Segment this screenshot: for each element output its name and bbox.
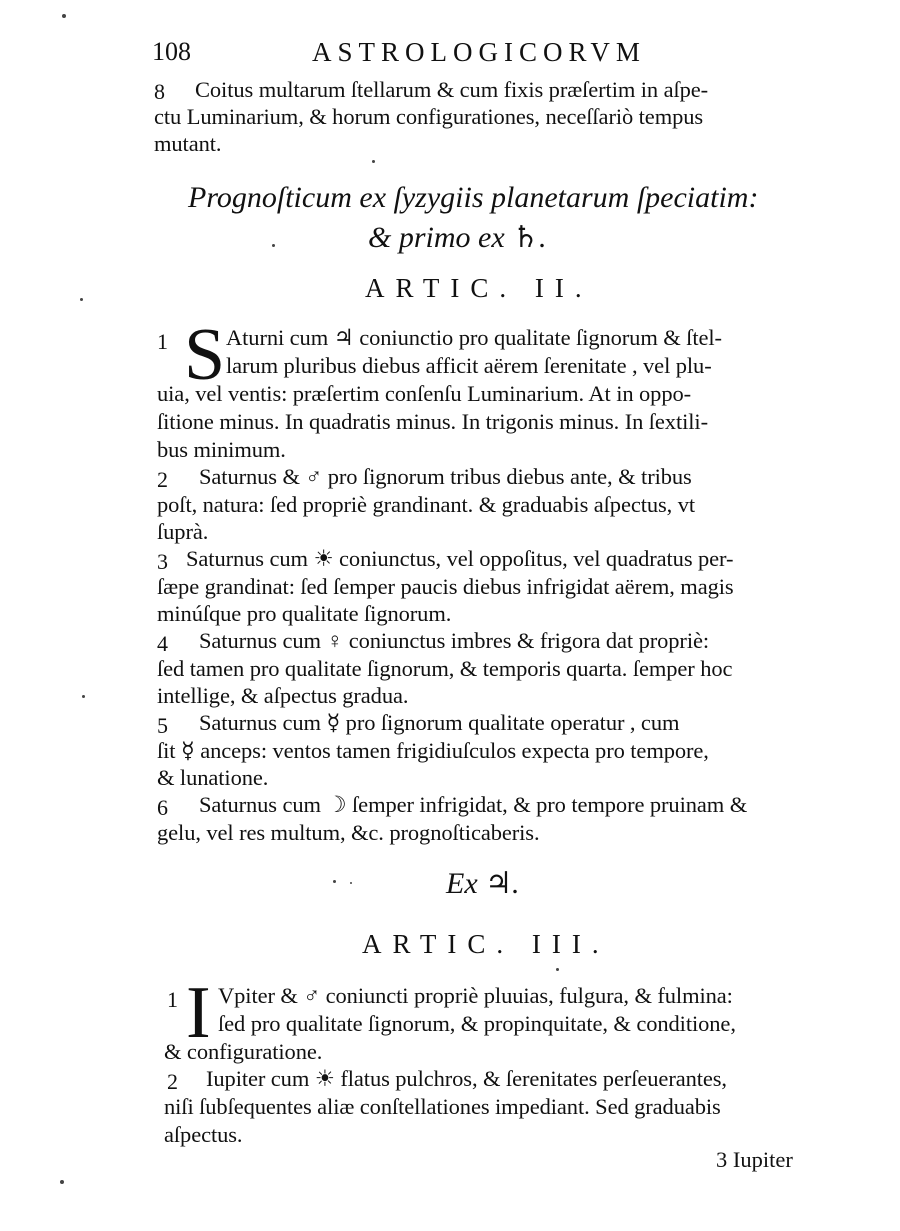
section-heading-line-2: & primo ex ♄. xyxy=(368,221,547,254)
text-line: niſi ſubſequentes aliæ conſtellationes impediant. Sed graduabis xyxy=(164,1094,721,1119)
text-line: poſt, natura: ſed propriè grandinant. & graduabis aſpectus, vt xyxy=(157,492,696,517)
text-line: intellige, & aſpectus gradua. xyxy=(157,683,409,708)
item-number: 3 xyxy=(157,549,168,574)
drop-cap: S xyxy=(184,314,226,396)
text-line: Saturnus cum ☀ coniunctus, vel oppoſitus, vel quadratus per- xyxy=(186,546,734,571)
text-line: Saturnus & ♂ pro ſignorum tribus diebus ante, & tribus xyxy=(199,464,692,489)
text-line: & configuratione. xyxy=(164,1039,323,1064)
text-line: minúſque pro qualitate ſignorum. xyxy=(157,601,452,626)
item-number: 2 xyxy=(167,1069,178,1094)
running-title: ASTROLOGICORVM xyxy=(312,37,646,67)
text-line: uia, vel ventis: præſertim conſenſu Luminarium. At in oppo- xyxy=(157,381,692,406)
section-heading-line-1: Prognoſticum ex ſyzygiis planetarum ſpeciatim: xyxy=(188,181,759,214)
article-heading: ARTIC. II. xyxy=(365,273,593,303)
text-line: mutant. xyxy=(154,131,222,156)
text-line: Saturnus cum ♀ coniunctus imbres & frigora dat propriè: xyxy=(199,628,710,653)
scan-speck xyxy=(350,882,352,884)
text-line: aſpectus. xyxy=(164,1122,243,1147)
text-line: ctu Luminarium, & horum configurationes, neceſſariò tempus xyxy=(154,104,704,129)
scan-speck xyxy=(372,160,375,163)
item-number: 1 xyxy=(157,329,168,354)
item-number: 8 xyxy=(154,79,165,104)
scan-speck xyxy=(62,14,66,18)
catchword: 3 Iupiter xyxy=(716,1147,793,1172)
sub-heading: Ex ♃. xyxy=(446,867,520,900)
text-line: bus minimum. xyxy=(157,437,286,462)
text-line: Saturnus cum ☽ ſemper infrigidat, & pro tempore pruinam & xyxy=(199,792,748,817)
item-number: 4 xyxy=(157,631,168,656)
scan-speck xyxy=(333,880,336,883)
scan-speck xyxy=(82,695,85,698)
text-line: ſuprà. xyxy=(157,519,209,544)
item-number: 1 xyxy=(167,987,178,1012)
scan-speck xyxy=(272,244,275,247)
text-line: & lunatione. xyxy=(157,765,269,790)
text-line: ſit ☿ anceps: ventos tamen frigidiuſculos expecta pro tempore, xyxy=(157,738,709,763)
text-line: gelu, vel res multum, &c. prognoſticaberis. xyxy=(157,820,540,845)
article-heading: ARTIC. III. xyxy=(362,929,610,959)
page-number: 108 xyxy=(152,37,191,66)
text-line: Saturnus cum ☿ pro ſignorum qualitate operatur , cum xyxy=(199,710,680,735)
text-line: larum pluribus diebus afficit aërem ſerenitate , vel plu- xyxy=(226,353,712,378)
text-line: Coitus multarum ſtellarum & cum fixis præſertim in aſpe- xyxy=(195,77,709,102)
item-number: 2 xyxy=(157,467,168,492)
item-number: 5 xyxy=(157,713,168,738)
text-line: ſed pro qualitate ſignorum, & propinquitate, & conditione, xyxy=(218,1011,736,1036)
text-line: Iupiter cum ☀ flatus pulchros, & ſerenitates perſeuerantes, xyxy=(206,1066,727,1091)
text-line: ſitione minus. In quadratis minus. In trigonis minus. In ſextili- xyxy=(157,409,708,434)
text-line: ſed tamen pro qualitate ſignorum, & temporis quarta. ſemper hoc xyxy=(157,656,733,681)
text-line: ſæpe grandinat: ſed ſemper paucis diebus infrigidat aërem, magis xyxy=(157,574,734,599)
scan-speck xyxy=(80,298,83,301)
scan-speck xyxy=(60,1180,64,1184)
text-line: Vpiter & ♂ coniuncti propriè pluuias, fulgura, & fulmina: xyxy=(218,983,733,1008)
drop-cap: I xyxy=(186,972,211,1054)
item-number: 6 xyxy=(157,795,168,820)
text-line: Aturni cum ♃ coniunctio pro qualitate ſignorum & ſtel- xyxy=(226,325,722,350)
scan-speck xyxy=(556,968,559,971)
